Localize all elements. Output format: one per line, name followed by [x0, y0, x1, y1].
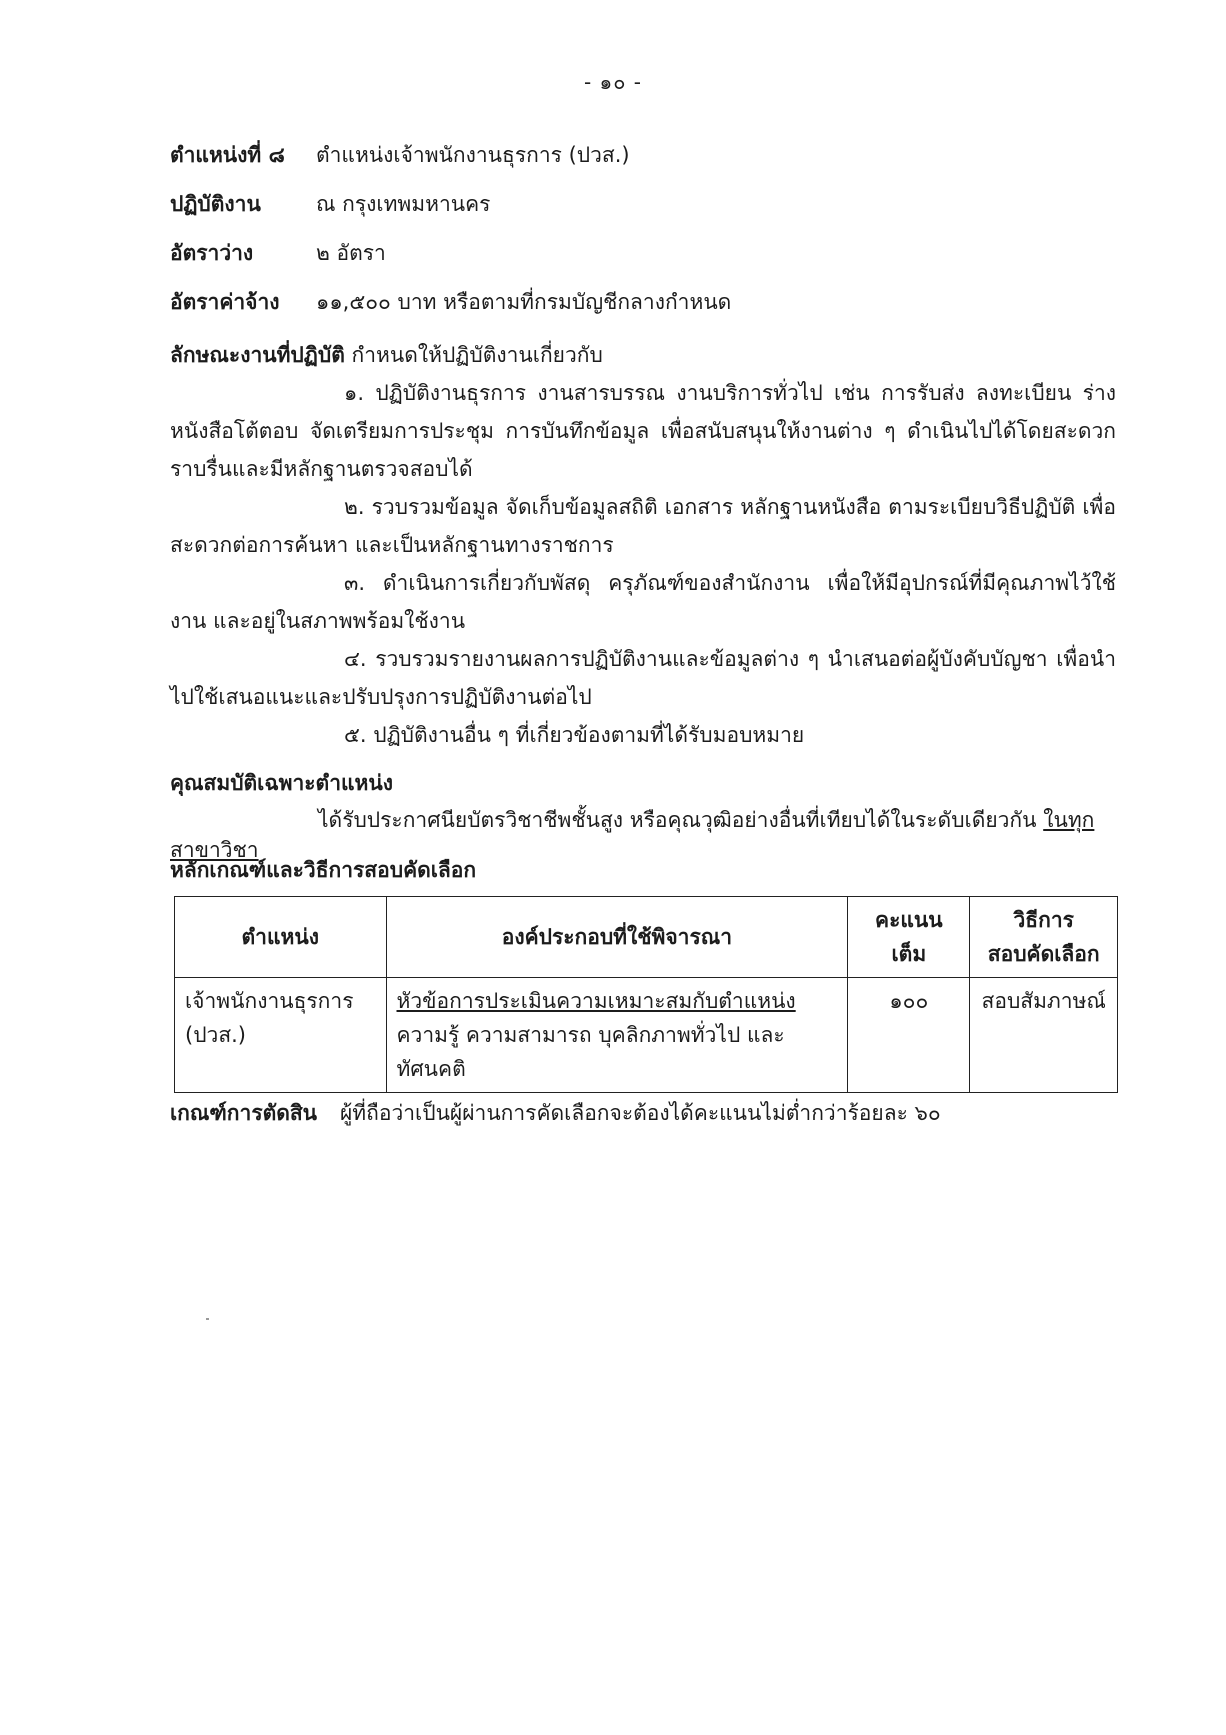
- selection-heading: หลักเกณฑ์และวิธีการสอบคัดเลือก: [170, 858, 477, 882]
- decision-row: [170, 1098, 941, 1128]
- qualifications-underlined: ในทุกสาขาวิชา: [170, 808, 1095, 862]
- duty-item-1: [170, 374, 1116, 488]
- col-position: ตำแหน่ง: [175, 897, 387, 978]
- duty-item-text: ๒. รวบรวมข้อมูล จัดเก็บข้อมูลสถิติ เอกสาร หลักฐานหนังสือ ตามระเบียบวิธีปฏิบัติ เพื่อสะดวกต่อการค้นหา และเป็นหลักฐานทางราชการ: [170, 495, 1116, 557]
- col-score-line2: เต็ม: [891, 942, 927, 966]
- duties-heading-row: [170, 340, 603, 370]
- col-score-line1: คะแนน: [875, 908, 943, 932]
- col-method-line1: วิธีการ: [1013, 908, 1074, 932]
- cell-criteria-detail: ความรู้ ความสามารถ บุคลิกภาพทั่วไป และทัศนคติ: [396, 1023, 785, 1081]
- cell-position-line2: (ปวส.): [185, 1023, 247, 1047]
- col-score: [848, 897, 970, 978]
- position-value: ตำแหน่งเจ้าพนักงานธุรการ (ปวส.): [316, 143, 630, 167]
- duty-item-text: ๑. ปฏิบัติงานธุรการ งานสารบรรณ งานบริการทั่วไป เช่น การรับส่ง ลงทะเบียน ร่างหนังสือโต้ตอบ จัดเตรียมการประชุม การบันทึกข้อมูล เพื่อสนับสนุนให้งานต่าง ๆ ดำเนินไปได้โดยสะดวก ราบรื่นและมีหลักฐานตรวจสอบได้: [170, 381, 1116, 481]
- selection-table: [174, 896, 1118, 1093]
- position-label: ตำแหน่งที่ ๘: [170, 143, 285, 167]
- cell-score: ๑๐๐: [848, 978, 970, 1093]
- duty-item-text: ๓. ดำเนินการเกี่ยวกับพัสดุ ครุภัณฑ์ของสำนักงาน เพื่อให้มีอุปกรณ์ที่มีคุณภาพไว้ใช้งาน และอยู่ในสภาพพร้อมใช้งาน: [170, 571, 1116, 633]
- workplace-row: [170, 189, 490, 219]
- decision-label: เกณฑ์การตัดสิน: [170, 1101, 318, 1125]
- salary-row: [170, 287, 731, 317]
- col-method-line2: สอบคัดเลือก: [987, 942, 1100, 966]
- vacancies-row: [170, 238, 386, 268]
- duty-item-text: ๔. รวบรวมรายงานผลการปฏิบัติงานและข้อมูลต่าง ๆ นำเสนอต่อผู้บังคับบัญชา เพื่อนำไปใช้เสนอแนะและปรับปรุงการปฏิบัติงานต่อไป: [170, 647, 1116, 709]
- decision-text: ผู้ที่ถือว่าเป็นผู้ผ่านการคัดเลือกจะต้องได้คะแนนไม่ต่ำกว่าร้อยละ ๖๐: [340, 1101, 941, 1125]
- position-row: [170, 140, 630, 170]
- duty-item-3: [170, 564, 1116, 640]
- cell-criteria: [386, 978, 848, 1093]
- qualifications-heading-row: [170, 768, 393, 798]
- salary-value: ๑๑,๕๐๐ บาท หรือตามที่กรมบัญชีกลางกำหนด: [316, 290, 732, 314]
- cell-position-line1: เจ้าพนักงานธุรการ: [185, 989, 354, 1013]
- salary-label: อัตราค่าจ้าง: [170, 290, 280, 314]
- duty-item-4: [170, 640, 1116, 716]
- col-method: [970, 897, 1118, 978]
- duty-item-2: [170, 488, 1116, 564]
- workplace-label: ปฏิบัติงาน: [170, 192, 261, 216]
- workplace-value: ณ กรุงเทพมหานคร: [316, 192, 491, 216]
- vacancies-value: ๒ อัตรา: [316, 241, 386, 265]
- page-number: - ๑๐ -: [583, 70, 643, 94]
- cell-method: สอบสัมภาษณ์: [970, 978, 1118, 1093]
- cell-position: [175, 978, 387, 1093]
- duty-item-text: ๕. ปฏิบัติงานอื่น ๆ ที่เกี่ยวข้องตามที่ได้รับมอบหมาย: [344, 723, 805, 747]
- vacancies-label: อัตราว่าง: [170, 241, 254, 265]
- duty-item-5: [170, 716, 1116, 754]
- duties-heading: ลักษณะงานที่ปฏิบัติ: [170, 343, 345, 367]
- table-row: [175, 978, 1118, 1093]
- cell-criteria-title: หัวข้อการประเมินความเหมาะสมกับตำแหน่ง: [396, 989, 796, 1013]
- scan-speck: [206, 1318, 209, 1320]
- table-header-row: [175, 897, 1118, 978]
- col-criteria: องค์ประกอบที่ใช้พิจารณา: [386, 897, 848, 978]
- qualifications-heading: คุณสมบัติเฉพาะตำแหน่ง: [170, 771, 393, 795]
- qualifications-body: ได้รับประกาศนียบัตรวิชาชีพชั้นสูง หรือคุณวุฒิอย่างอื่นที่เทียบได้ในระดับเดียวกัน: [318, 808, 1037, 832]
- selection-heading-row: [170, 855, 476, 885]
- duties-intro: กำหนดให้ปฏิบัติงานเกี่ยวกับ: [351, 343, 603, 367]
